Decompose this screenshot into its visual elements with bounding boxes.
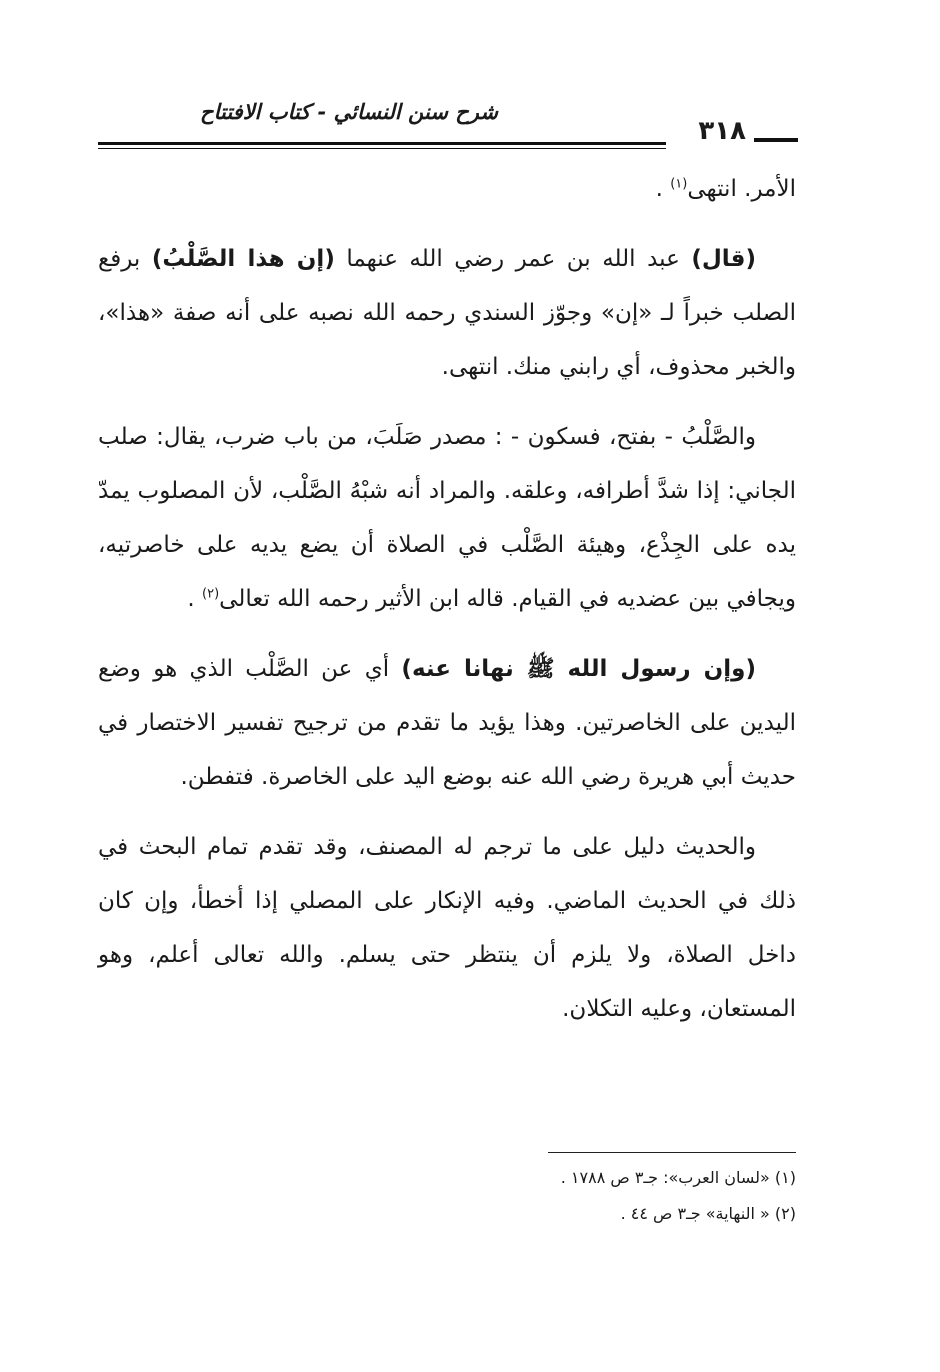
paragraph-3-text: والصَّلْبُ - بفتح، فسكون - : مصدر صَلَبَ، من باب ضرب، يقال: صلب الجاني: إذا شدَّ أطرافه، وعلقه. والمراد أنه شبْهُ الصَّلْب، لأن المصلوب يمدّ يده على الجِذْع، وهيئة الصَّلْب في الصلاة أن يضع يديه على خاصرتيه، ويجافي بين عضديه في القيام. قاله ابن الأثير رحمه الله تعالى — [98, 424, 796, 612]
footnote-ref-1[interactable]: (١) — [670, 176, 688, 192]
paren-close-2: ) — [401, 656, 412, 682]
hadith-quote-2: وإن رسول الله ﷺ نهانا عنه — [411, 656, 746, 682]
page-number-dash — [754, 138, 798, 142]
page-header — [98, 98, 798, 158]
main-text — [98, 162, 796, 1052]
paren-close: ) — [691, 246, 702, 272]
paragraph-5 — [98, 820, 796, 1036]
paren-open: ( — [745, 246, 756, 272]
paragraph-3 — [98, 410, 796, 626]
header-rule-thin — [98, 148, 666, 149]
footnote-separator — [548, 1152, 796, 1153]
paragraph-2-text-b: برفع الصلب خبراً لـ «إن» وجوّز السندي رحمه الله نصبه على أنه صفة «هذا»، والخبر محذوف، أي رابني منك. انتهى. — [98, 246, 796, 380]
running-title: شرح سنن النسائي - كتاب الافتتاح — [200, 100, 498, 124]
footnotes — [300, 1160, 796, 1232]
paragraph-5-text: والحديث دليل على ما ترجم له المصنف، وقد تقدم تمام البحث في ذلك في الحديث الماضي. وفيه الإنكار على المصلي إذا أخطأ، وإن كان داخل الصلاة، ولا يلزم أن ينتظر حتى يسلم. والله تعالى أعلم، وهو المستعان، وعليه التكلان. — [98, 834, 796, 1022]
paragraph-2 — [98, 232, 796, 394]
quote-close: ) — [151, 246, 163, 272]
paragraph-1-end: . — [655, 176, 671, 202]
paragraph-4 — [98, 642, 796, 804]
page-number: ٣١٨ — [698, 116, 746, 146]
footnote-2: (٢) « النهاية» جـ٣ ص ٤٤ . — [620, 1204, 796, 1223]
paren-open-2: ( — [745, 656, 756, 682]
paragraph-3-end: . — [187, 586, 203, 612]
qala-label: قال — [701, 246, 746, 272]
paragraph-1 — [98, 162, 796, 216]
paragraph-1-text: الأمر. انتهى — [687, 176, 796, 202]
paragraph-2-text-a: عبد الله بن عمر رضي الله عنهما — [334, 246, 692, 272]
paragraph-4-text: أي عن الصَّلْب الذي هو وضع اليدين على الخاصرتين. وهذا يؤيد ما تقدم من ترجيح تفسير الاختصار في حديث أبي هريرة رضي الله عنه بوضع اليد على الخاصرة. فتفطن. — [98, 656, 796, 790]
hadith-quote: إن هذا الصَّلْبُ — [162, 246, 325, 272]
header-rule — [98, 142, 666, 145]
quote-open: ( — [324, 246, 335, 272]
footnote-ref-2[interactable]: (٢) — [202, 586, 220, 602]
footnote-1: (١) «لسان العرب»: جـ٣ ص ١٧٨٨ . — [560, 1168, 796, 1187]
